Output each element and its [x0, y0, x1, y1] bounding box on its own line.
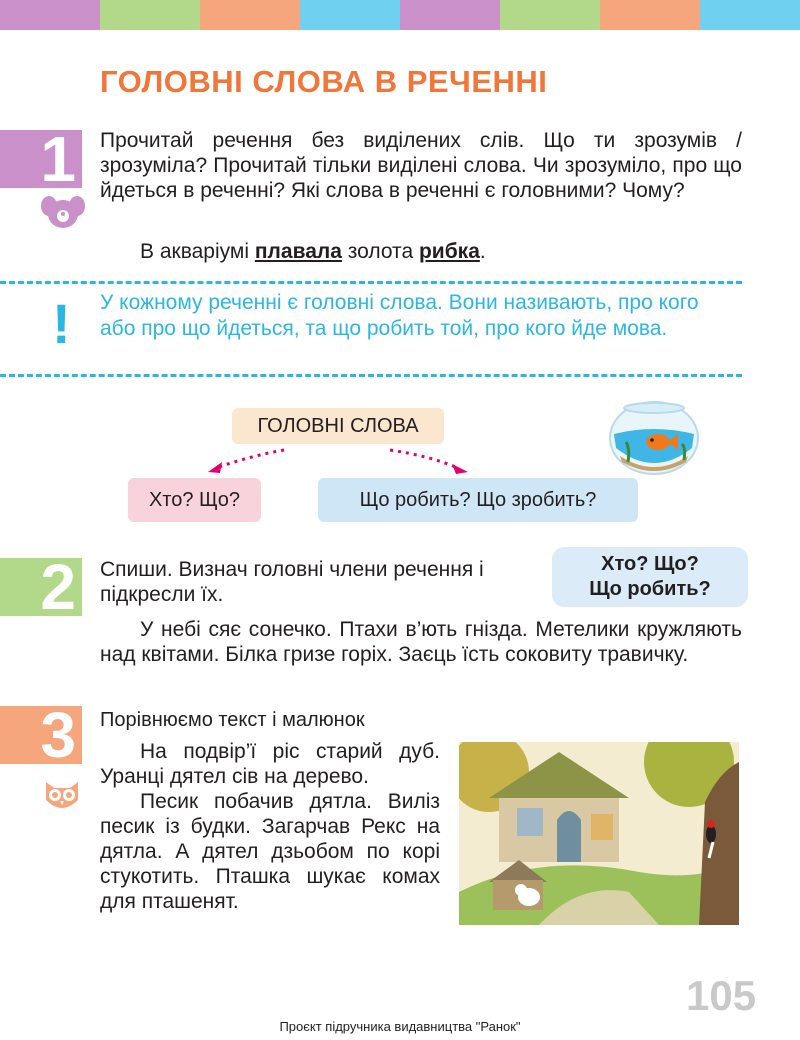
task-number-1: 1 — [0, 130, 82, 188]
owl-icon — [42, 776, 82, 812]
rule-border-bottom — [0, 374, 742, 377]
top-color-segment — [100, 0, 200, 30]
hint-line-1: Хто? Що? — [601, 553, 699, 575]
highlight-word-2: рибка — [418, 240, 480, 263]
hint-box — [552, 547, 748, 607]
task3-paragraph-2: Песик побачив дятла. Виліз песик із будки. Загарчав Рекс на дятла. А дятел дзьобом по корі стукотить. Пташка шукає комах для пташенят. — [100, 790, 440, 913]
highlight-word-1: плавала — [254, 240, 342, 263]
top-color-segment — [300, 0, 400, 30]
task-number-3: 3 — [0, 706, 82, 764]
rule-border-top — [0, 281, 742, 284]
task3-paragraph-1: На подвір’ї ріс старий дуб. Уранці дятел сів на дерево. — [100, 740, 440, 788]
rule-text: У кожному реченні є головні слова. Вони називають, про кого або про що йдеться, та що робить той, про кого йде мова. — [100, 291, 699, 340]
task2-text: Спиши. Визнач головні члени речення і підкресли їх. — [100, 558, 484, 606]
page-title: ГОЛОВНІ СЛОВА В РЕЧЕННІ — [100, 64, 548, 99]
footer-note: Проєкт підручника видавництва "Ранок" — [279, 1019, 521, 1034]
scheme-who-box: Хто? Що? — [128, 478, 261, 522]
top-color-segment — [200, 0, 300, 30]
scheme-what-box: Що робить? Що зробить? — [318, 478, 638, 522]
task1-text: Прочитай речення без виділених слів. Що ти зрозумів / зрозуміла? Прочитай тільки виділені слова. Чи зрозуміло, про що йдеться в реченні? Які слова в реченні є головними? Чому? — [100, 129, 742, 202]
house-and-woodpecker-illustration — [459, 742, 739, 925]
task-number-2: 2 — [0, 558, 82, 616]
exclamation-icon: ! — [52, 292, 71, 355]
top-color-bar — [0, 0, 800, 30]
page-number: 105 — [686, 972, 757, 1019]
top-color-segment — [500, 0, 600, 30]
fishbowl-icon — [606, 398, 702, 476]
scheme-arrows — [200, 440, 480, 480]
dog-face-icon — [40, 194, 86, 230]
top-color-segment — [700, 0, 800, 30]
task2-passage: У небі сяє сонечко. Птахи в’ють гнізда. Метелики кружляють над квітами. Білка гризе горіх. Заєць їсть соковиту травичку. — [100, 618, 742, 666]
top-color-segment — [0, 0, 100, 30]
hint-line-2: Що робить? — [589, 578, 711, 600]
top-color-segment — [400, 0, 500, 30]
top-color-segment — [600, 0, 700, 30]
scheme-main-words: ГОЛОВНІ СЛОВА — [232, 408, 444, 444]
task3-text: Порівнюємо текст і малюнок — [100, 709, 365, 731]
task3-story — [100, 739, 440, 914]
task1-sentence: В акваріумі плавала золота рибка. — [140, 240, 486, 263]
